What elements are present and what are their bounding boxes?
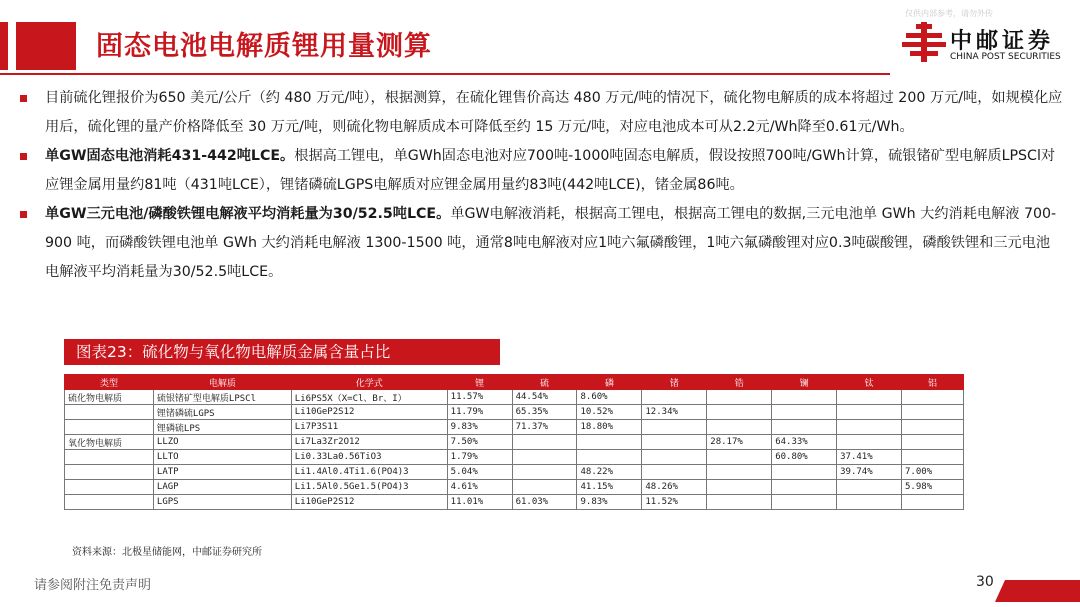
table-cell: Li6PS5X（X=Cl、Br、I）	[291, 390, 447, 405]
table-cell: 硫银锗矿型电解质LPSCl	[153, 390, 291, 405]
table-cell: 44.54%	[512, 390, 577, 405]
table-cell: 11.57%	[447, 390, 512, 405]
table-cell: LATP	[153, 465, 291, 480]
table-header-cell: 电解质	[153, 375, 291, 390]
table-cell	[577, 435, 642, 450]
table-cell	[772, 405, 837, 420]
table-cell	[512, 450, 577, 465]
title-accent-block	[16, 22, 76, 70]
table-row	[65, 450, 964, 465]
table-cell	[902, 435, 964, 450]
table-cell: LAGP	[153, 480, 291, 495]
page-title: 固态电池电解质锂用量测算	[96, 31, 432, 62]
table-header-cell: 锆	[707, 375, 772, 390]
footer-accent-shape	[995, 580, 1080, 602]
table-cell	[512, 480, 577, 495]
table-cell	[902, 450, 964, 465]
table-cell: 7.50%	[447, 435, 512, 450]
table-cell	[512, 465, 577, 480]
table-body	[65, 390, 964, 510]
footer-disclaimer: 请参阅附注免责声明	[34, 578, 152, 593]
table-cell	[837, 390, 902, 405]
table-cell: 7.00%	[902, 465, 964, 480]
page-number: 30	[976, 574, 994, 590]
bullet-square-icon	[20, 153, 27, 160]
table-cell	[642, 435, 707, 450]
table-row	[65, 480, 964, 495]
table-cell: 18.80%	[577, 420, 642, 435]
table-cell: 锂锗磷硫LGPS	[153, 405, 291, 420]
logo-emblem-icon	[902, 22, 946, 62]
table-cell: 65.35%	[512, 405, 577, 420]
table-cell: Li0.33La0.56TiO3	[291, 450, 447, 465]
table-cell: 48.22%	[577, 465, 642, 480]
table-cell	[772, 465, 837, 480]
bullet-item	[18, 200, 1063, 287]
table-cell: 39.74%	[837, 465, 902, 480]
table-cell	[65, 495, 154, 510]
logo-chinese-name: 中邮证券	[950, 29, 1055, 54]
bullet-text: 目前硫化锂报价为650 美元/公斤（约 480 万元/吨），根据测算，在硫化锂售价高达 480 万元/吨的情况下，硫化物电解质的成本将超过 200 万元/吨，如规模化应用后，硫化锂的量产价格降低至 30 万元/吨，则硫化物电解质成本可降低至约 15 万元/吨，对应电池成本可从2.2元/Wh降至0.61元/Wh。	[45, 90, 1063, 135]
figure-title: 图表23：硫化物与氧化物电解质金属含量占比	[64, 339, 500, 365]
table-header	[65, 375, 964, 390]
title-divider	[0, 73, 890, 75]
table-cell: 61.03%	[512, 495, 577, 510]
table-cell	[642, 450, 707, 465]
table-row	[65, 390, 964, 405]
table-cell	[642, 390, 707, 405]
table-cell: 9.83%	[447, 420, 512, 435]
bullet-square-icon	[20, 211, 27, 218]
table-cell: Li10GeP2S12	[291, 405, 447, 420]
table-cell	[707, 480, 772, 495]
table-cell	[65, 405, 154, 420]
company-logo	[902, 22, 1072, 66]
table-cell: 37.41%	[837, 450, 902, 465]
table-cell: 1.79%	[447, 450, 512, 465]
table-row	[65, 465, 964, 480]
table-header-cell: 磷	[577, 375, 642, 390]
table-row	[65, 435, 964, 450]
table-cell	[902, 495, 964, 510]
table-header-cell: 钛	[837, 375, 902, 390]
table-cell: 11.79%	[447, 405, 512, 420]
table-cell: 8.60%	[577, 390, 642, 405]
table-cell	[772, 495, 837, 510]
table-cell: 9.83%	[577, 495, 642, 510]
table-cell: Li1.4Al0.4Ti1.6(PO4)3	[291, 465, 447, 480]
table-cell	[65, 450, 154, 465]
table-cell	[65, 420, 154, 435]
table-header-cell: 类型	[65, 375, 154, 390]
table-header-cell: 锂	[447, 375, 512, 390]
metal-content-table	[64, 374, 964, 510]
bullet-square-icon	[20, 95, 27, 102]
table-cell: 11.01%	[447, 495, 512, 510]
table-cell: 硫化物电解质	[65, 390, 154, 405]
table-cell	[837, 435, 902, 450]
table-cell: 5.04%	[447, 465, 512, 480]
table-cell: 60.80%	[772, 450, 837, 465]
table-cell	[837, 495, 902, 510]
watermark: 仅供内部参考，请勿外传	[905, 9, 993, 18]
table-cell	[707, 465, 772, 480]
bullet-item	[18, 84, 1063, 142]
table-cell	[902, 420, 964, 435]
table-header-cell: 锗	[642, 375, 707, 390]
table-header-cell: 镧	[772, 375, 837, 390]
title-bar	[0, 14, 890, 68]
table-cell	[707, 420, 772, 435]
table-cell: 12.34%	[642, 405, 707, 420]
table-cell: LGPS	[153, 495, 291, 510]
table-cell: Li1.5Al0.5Ge1.5(PO4)3	[291, 480, 447, 495]
table-row	[65, 495, 964, 510]
table-cell	[772, 420, 837, 435]
bullet-list	[18, 84, 1063, 287]
table-cell	[772, 390, 837, 405]
table-cell	[707, 390, 772, 405]
table-header-cell: 铝	[902, 375, 964, 390]
table-row	[65, 405, 964, 420]
table-cell: Li7P3S11	[291, 420, 447, 435]
figure-source: 资料来源：北极星储能网，中邮证券研究所	[72, 547, 262, 558]
table-cell	[512, 435, 577, 450]
table-cell	[837, 420, 902, 435]
table-cell: 11.52%	[642, 495, 707, 510]
bullet-item	[18, 142, 1063, 200]
bullet-text: 单GW电解液消耗，根据高工锂电，根据高工锂电的数据,三元电池单 GWh 大约消耗电解液 700-900 吨，而磷酸铁锂电池单 GWh 大约消耗电解液 1300-1500 吨，通常8吨电解液对应1吨六氟磷酸锂，1吨六氟磷酸锂对应0.3吨碳酸锂，磷酸铁锂和三元电池电解液平均消耗量为30/52.5吨LCE。	[45, 206, 1057, 280]
table-header-cell: 硫	[512, 375, 577, 390]
table-cell: 5.98%	[902, 480, 964, 495]
table-cell: 4.61%	[447, 480, 512, 495]
table-cell: LLTO	[153, 450, 291, 465]
table-cell	[902, 390, 964, 405]
table-cell: 10.52%	[577, 405, 642, 420]
table-cell	[837, 405, 902, 420]
table-cell	[642, 420, 707, 435]
table-cell	[707, 495, 772, 510]
table-header-cell: 化学式	[291, 375, 447, 390]
table-cell: 41.15%	[577, 480, 642, 495]
table-cell: 氧化物电解质	[65, 435, 154, 450]
table-cell: 28.17%	[707, 435, 772, 450]
table-cell	[837, 480, 902, 495]
bullet-bold-lead: 单GW固态电池消耗431-442吨LCE。	[45, 148, 295, 164]
table-cell	[772, 480, 837, 495]
table-cell	[642, 465, 707, 480]
table-cell	[65, 465, 154, 480]
table-cell: 锂磷硫LPS	[153, 420, 291, 435]
table-cell: 64.33%	[772, 435, 837, 450]
table-header-row	[65, 375, 964, 390]
table-row	[65, 420, 964, 435]
table-cell	[902, 405, 964, 420]
bullet-text: 根据高工锂电，单GWh固态电池对应700吨-1000吨固态电解质，假设按照700吨/GWh计算，硫银锗矿型电解质LPSCl对应锂金属用量约81吨（431吨LCE），锂锗磷硫LGPS电解质对应锂金属用量约83吨(442吨LCE)，锗金属86吨。	[45, 148, 1056, 193]
table-cell	[65, 480, 154, 495]
table-cell: Li7La3Zr2O12	[291, 435, 447, 450]
table-cell: LLZO	[153, 435, 291, 450]
table-cell: 48.26%	[642, 480, 707, 495]
table-cell	[707, 450, 772, 465]
table-cell: 71.37%	[512, 420, 577, 435]
table-cell: Li10GeP2S12	[291, 495, 447, 510]
title-accent-stripe	[0, 22, 8, 70]
logo-english-name: CHINA POST SECURITIES	[950, 52, 1061, 62]
bullet-bold-lead: 单GW三元电池/磷酸铁锂电解液平均消耗量为30/52.5吨LCE。	[45, 206, 451, 222]
table-cell	[707, 405, 772, 420]
table-cell	[577, 450, 642, 465]
